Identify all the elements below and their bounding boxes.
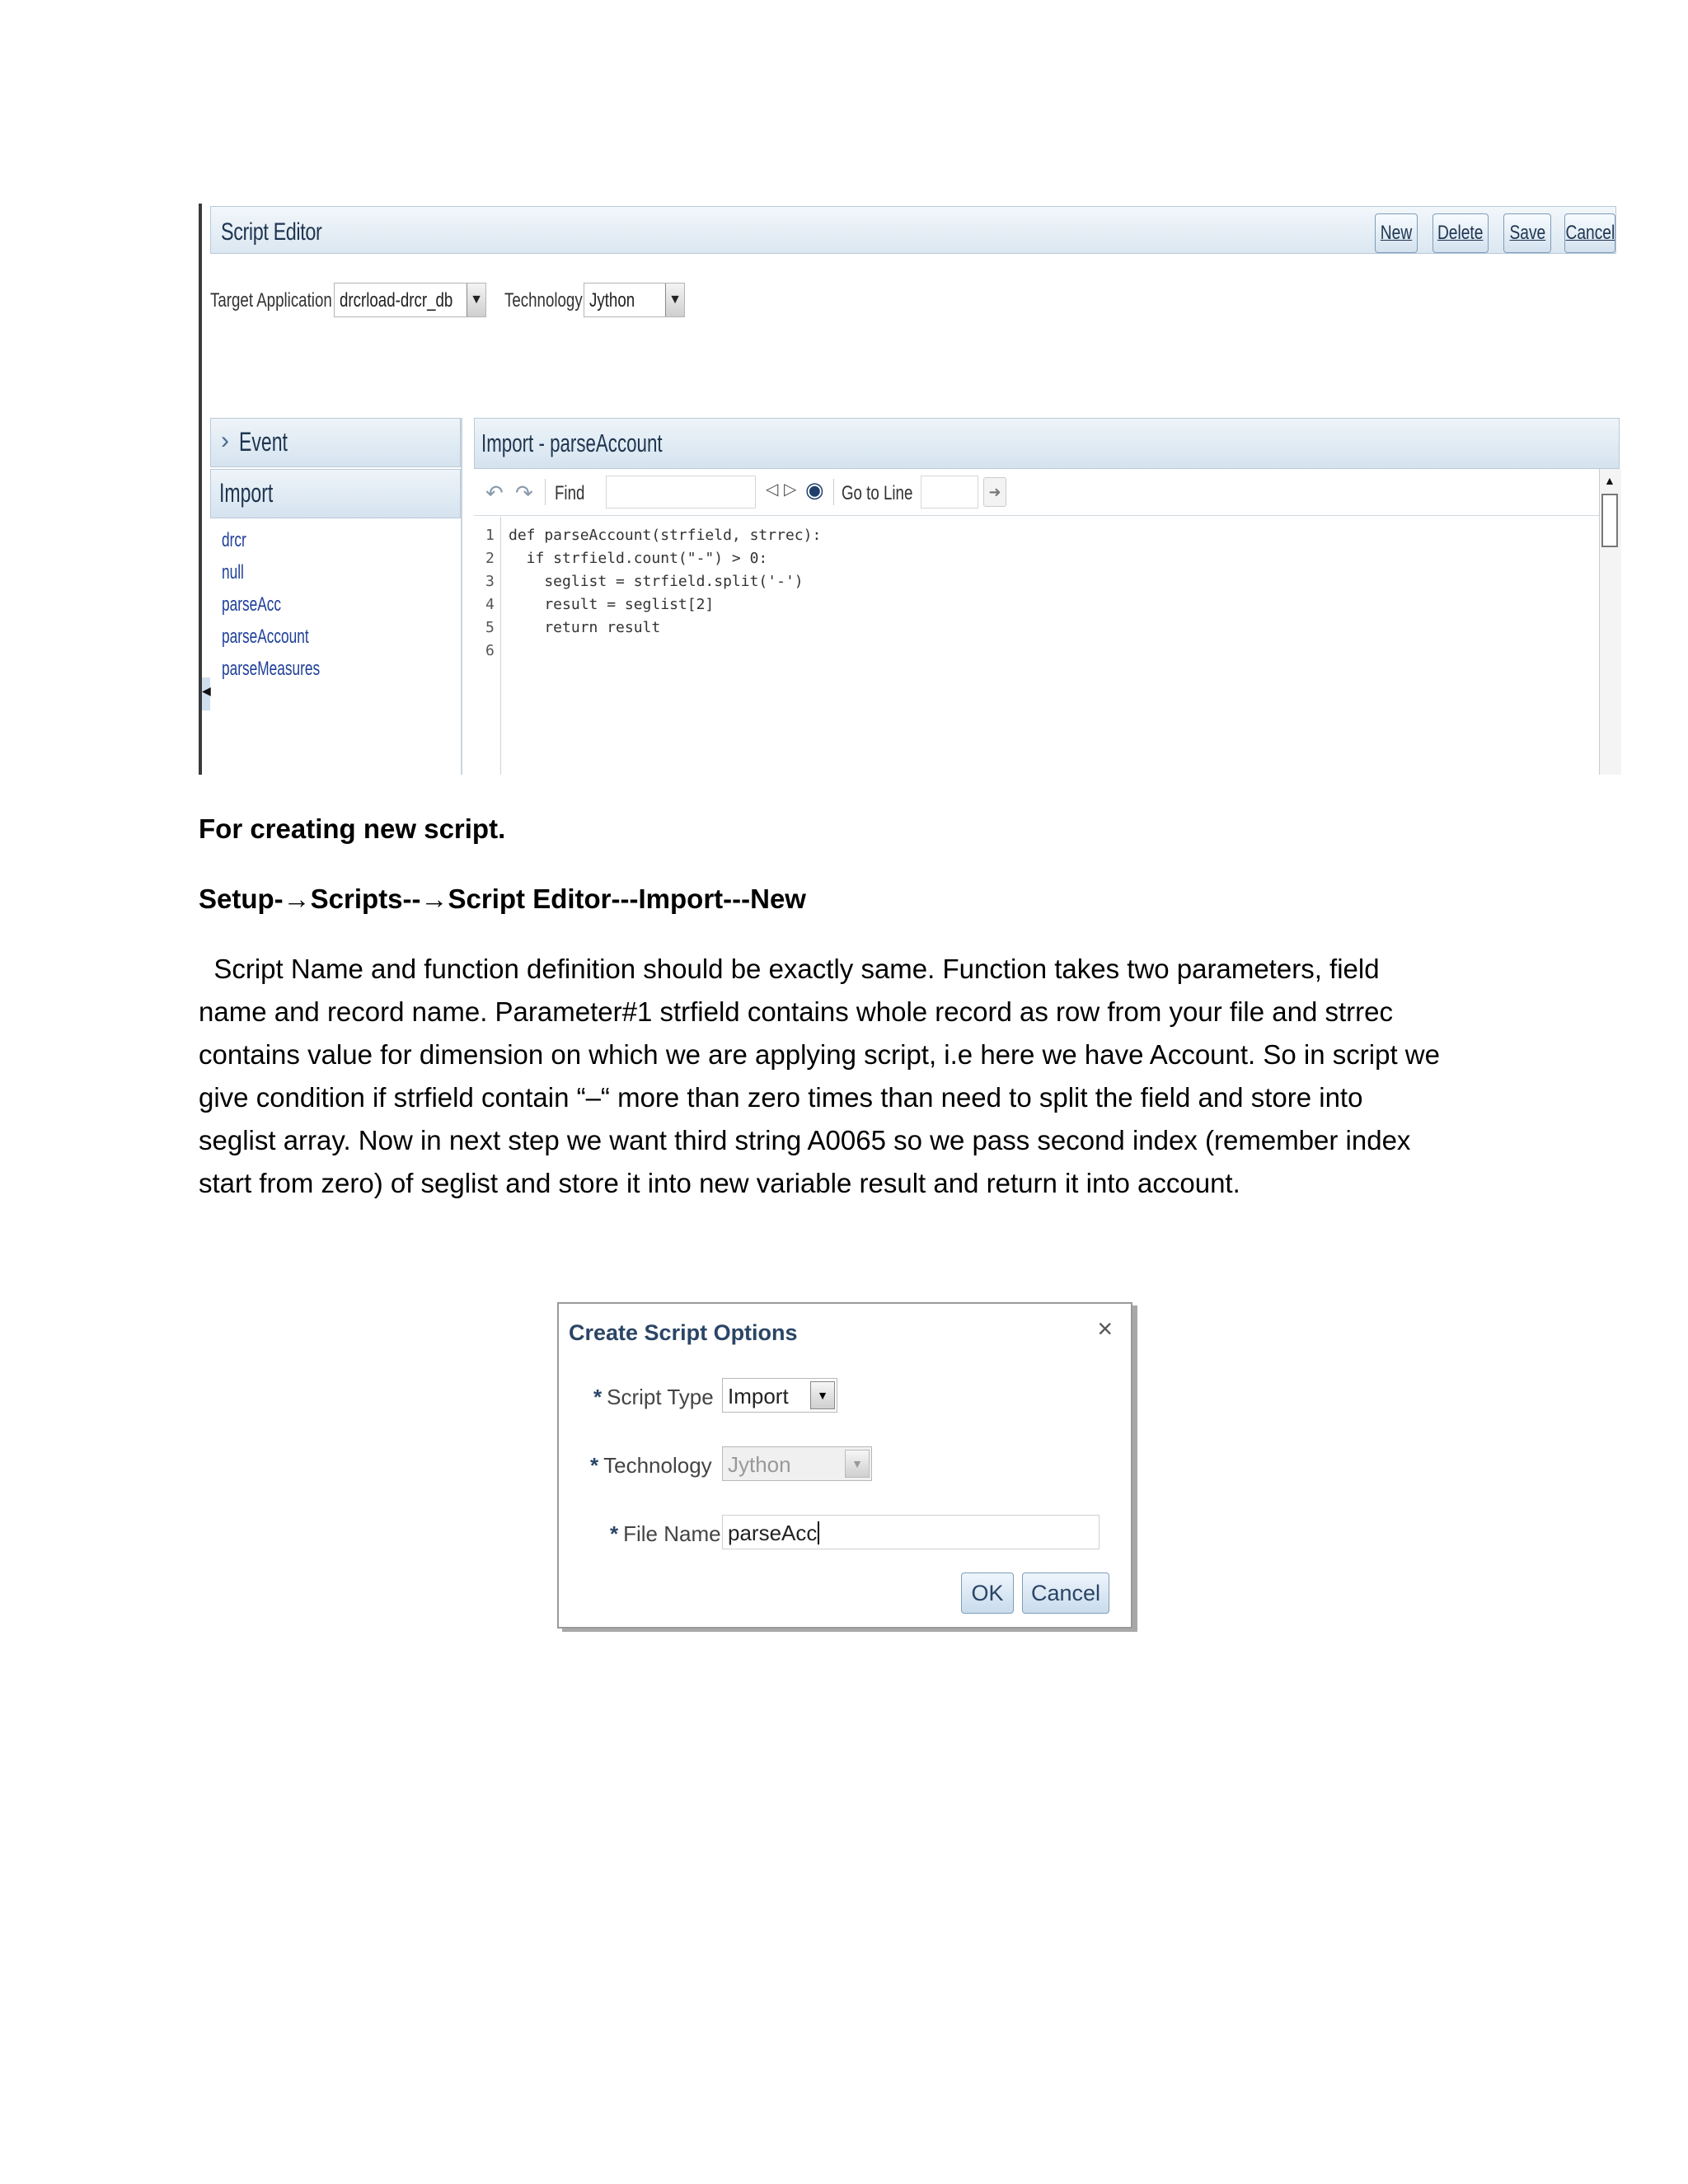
script-list-item[interactable]: drcr xyxy=(222,529,246,551)
code-line[interactable]: def parseAccount(strfield, strrec): xyxy=(509,527,822,544)
paragraph-line: contains value for dimension on which we are applying script, i.e here we have Account. So in script we xyxy=(199,1039,1440,1070)
scrollbar-thumb[interactable] xyxy=(1601,494,1618,547)
explanation-paragraph xyxy=(199,948,1534,1205)
dialog-title: Create Script Options xyxy=(569,1320,798,1345)
event-header-label: Event xyxy=(239,427,288,457)
binoculars-icon[interactable]: ◉ xyxy=(805,477,824,502)
import-header-label: Import xyxy=(219,478,274,508)
script-list-item[interactable]: null xyxy=(222,561,244,583)
technology-select: Jython ▼ xyxy=(722,1446,872,1481)
script-list-item[interactable]: parseAcc xyxy=(222,593,282,616)
script-list-item[interactable]: parseMeasures xyxy=(222,658,321,680)
script-editor-title: Script Editor xyxy=(221,218,322,246)
cancel-button[interactable]: Cancel xyxy=(1022,1572,1109,1614)
target-application-label: Target Application xyxy=(210,289,332,312)
vertical-scrollbar[interactable] xyxy=(1599,469,1621,775)
code-line[interactable]: seglist = strfield.split('-') xyxy=(509,573,804,590)
section-heading: For creating new script. xyxy=(199,813,506,844)
file-name-label: * File Name xyxy=(610,1521,721,1546)
chevron-right-icon: › xyxy=(221,427,229,454)
navigation-path: Setup-→Scripts--→Script Editor---Import---New xyxy=(199,883,806,914)
chevron-down-icon: ▼ xyxy=(810,1381,835,1409)
find-next-icon[interactable]: ▷ xyxy=(784,480,797,499)
text-caret xyxy=(818,1521,819,1544)
file-name-input[interactable]: parseAcc xyxy=(722,1515,1100,1549)
script-list-panel xyxy=(210,418,462,775)
script-type-label: * Script Type xyxy=(593,1385,714,1409)
technology-label: * Technology xyxy=(590,1453,712,1478)
code-line[interactable]: return result xyxy=(509,619,661,636)
technology-select[interactable]: Jython ▼ xyxy=(584,283,685,317)
code-line[interactable]: if strfield.count("-") > 0: xyxy=(509,550,768,567)
chevron-down-icon: ▼ xyxy=(467,284,485,316)
go-to-line-label: Go to Line xyxy=(842,482,913,504)
chevron-down-icon: ▼ xyxy=(845,1450,870,1478)
find-previous-icon[interactable]: ◁ xyxy=(766,480,779,499)
paragraph-line: Script Name and function definition should be exactly same. Function takes two parameters, field xyxy=(199,954,1380,984)
save-button[interactable]: Save xyxy=(1503,213,1551,253)
find-label: Find xyxy=(555,482,585,504)
go-to-line-input[interactable] xyxy=(921,476,978,509)
script-editor-screenshot xyxy=(199,204,1623,775)
collapse-arrow-icon: ◀ xyxy=(202,684,211,697)
undo-icon[interactable]: ↶ xyxy=(485,480,504,505)
cancel-button[interactable]: Cancel xyxy=(1564,213,1615,253)
script-editor-titlebar xyxy=(210,206,1616,254)
new-button[interactable]: New xyxy=(1375,213,1418,253)
line-number-gutter: 1 2 3 4 5 6 xyxy=(474,517,501,775)
collapse-handle[interactable] xyxy=(202,677,210,710)
paragraph-line: give condition if strfield contain “–“ more than zero times than need to split the field and store into xyxy=(199,1082,1363,1113)
ok-button[interactable]: OK xyxy=(961,1572,1014,1614)
go-arrow-icon[interactable]: ➜ xyxy=(983,477,1006,507)
script-type-select[interactable]: Import ▼ xyxy=(722,1378,837,1413)
find-input[interactable] xyxy=(606,476,756,509)
code-toolbar xyxy=(474,469,1603,516)
target-application-select[interactable]: drcrload-drcr_db ▼ xyxy=(334,283,486,317)
scroll-up-icon[interactable]: ▲ xyxy=(1604,474,1615,487)
paragraph-line: name and record name. Parameter#1 strfield contains whole record as row from your file and strrec xyxy=(199,996,1393,1027)
delete-button[interactable]: Delete xyxy=(1432,213,1489,253)
code-line[interactable]: result = seglist[2] xyxy=(509,596,715,613)
redo-icon[interactable]: ↷ xyxy=(515,480,533,505)
paragraph-line: seglist array. Now in next step we want third string A0065 so we pass second index (remember index xyxy=(199,1125,1411,1155)
code-panel-header xyxy=(474,418,1620,469)
close-icon[interactable]: × xyxy=(1097,1314,1113,1343)
chevron-down-icon: ▼ xyxy=(665,284,684,316)
code-panel-title: Import - parseAccount xyxy=(481,429,663,457)
create-script-options-dialog xyxy=(557,1302,1132,1629)
code-editor[interactable] xyxy=(474,469,1620,775)
script-list-item[interactable]: parseAccount xyxy=(222,626,309,648)
paragraph-line: start from zero) of seglist and store it into new variable result and return it into account. xyxy=(199,1168,1240,1198)
technology-label: Technology xyxy=(504,289,583,312)
